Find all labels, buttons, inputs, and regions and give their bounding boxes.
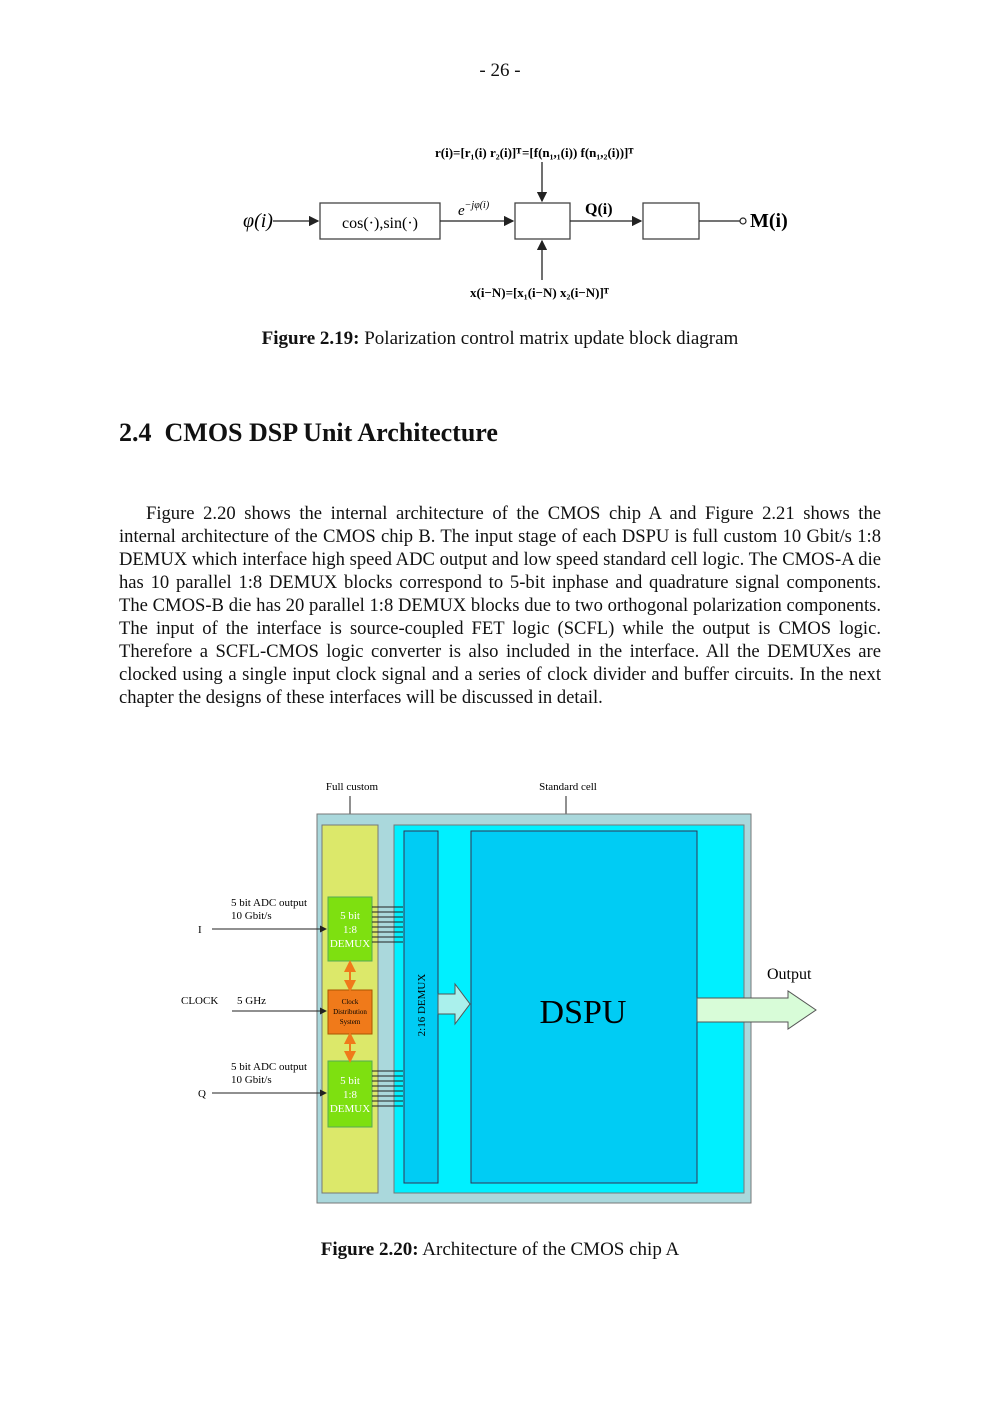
fig220-demux216-label: 2:16 DEMUX xyxy=(416,973,428,1037)
page-number: - 26 - xyxy=(479,60,521,81)
section-number: 2.4 xyxy=(119,418,152,447)
fig220-demux-i-line2: 1:8 xyxy=(342,924,358,936)
fig219-cos-sin-label: cos(·),sin(·) xyxy=(342,215,418,232)
fig219-update-block xyxy=(515,203,570,239)
figure-2-20-caption xyxy=(0,1239,1000,1261)
fig220-standard-cell-label: Standard cell xyxy=(539,781,597,793)
fig219-exp-label: $e^{-j\varphi(i)}$ xyxy=(458,200,490,219)
figure-2-20-diagram xyxy=(170,770,830,1210)
fig220-output-label: Output xyxy=(767,966,812,983)
fig220-clock-line1: Clock xyxy=(341,998,359,1006)
section-paragraph: Figure 2.20 shows the internal architecture of the CMOS chip A and Figure 2.21 shows the internal architecture of the CMOS chip B. The input stage of each DSPU is full custom 10 Gbit/s 1:8 DEMUX which interface high speed ADC output and low speed standard cell logic. The CMOS-A die has 10 parallel 1:8 DEMUX blocks correspond to 5-bit inphase and quadrature signal components. The CMOS-B die has 20 parallel 1:8 DEMUX blocks due to two orthogonal polarization components. The input of the interface is source-coupled FET logic (SCFL) while the output is CMOS logic. Therefore a SCFL-CMOS logic converter is also included in the interface. All the DEMUXes are clocked using a single input clock signal and a series of clock divider and buffer circuits. In the next chapter the designs of these interfaces will be discussed in detail. xyxy=(119,503,881,708)
fig219-output-block xyxy=(643,203,699,239)
fig219-q-label: Q(i) xyxy=(585,201,613,218)
fig219-top-left-eq: r(i)=[r₁(i) r₂(i)]ᵀ xyxy=(435,145,522,160)
fig220-clock-line2: Distribution xyxy=(333,1008,367,1016)
figure-2-19-diagram xyxy=(230,135,800,310)
fig219-bottom-eq: x(i−N)=[x₁(i−N) x₂(i−N)]ᵀ xyxy=(470,285,609,300)
fig220-i-signal: I xyxy=(198,924,202,936)
section-title: CMOS DSP Unit Architecture xyxy=(164,418,498,447)
fig220-i-desc2: 10 Gbit/s xyxy=(231,910,272,922)
fig219-top-right-eq: =[f(n₁,₁(i)) f(n₁,₂(i))]ᵀ xyxy=(522,145,634,160)
fig219-caption-text: Polarization control matrix update block diagram xyxy=(359,328,739,349)
fig220-clock-freq: 5 GHz xyxy=(237,995,267,1007)
fig220-demux-q-line3: DEMUX xyxy=(329,1103,371,1115)
fig220-dspu-label: DSPU xyxy=(539,994,627,1031)
fig220-clock-signal: CLOCK xyxy=(181,995,219,1007)
fig220-caption-text: Architecture of the CMOS chip A xyxy=(418,1239,680,1260)
fig220-caption-label: Figure 2.20: xyxy=(320,1239,419,1260)
fig220-q-signal: Q xyxy=(198,1088,206,1100)
fig219-caption-label: Figure 2.19: xyxy=(261,328,360,349)
fig220-demux-q-line1: 5 bit xyxy=(340,1075,360,1087)
fig220-i-desc1: 5 bit ADC output xyxy=(231,897,308,909)
section-heading xyxy=(119,418,498,448)
fig220-clock-line3: System xyxy=(339,1018,361,1026)
fig220-demux-i-line1: 5 bit xyxy=(340,910,360,922)
fig219-output-node xyxy=(740,218,746,224)
fig220-demux-i-line3: DEMUX xyxy=(329,938,371,950)
fig220-q-desc1: 5 bit ADC output xyxy=(231,1061,308,1073)
fig220-full-custom-label: Full custom xyxy=(325,781,379,793)
figure-2-19-caption xyxy=(0,328,1000,350)
fig219-input-label: φ(i) xyxy=(243,210,273,232)
fig219-output-label: M(i) xyxy=(750,210,788,232)
fig220-q-desc2: 10 Gbit/s xyxy=(231,1074,272,1086)
fig220-demux-q-line2: 1:8 xyxy=(342,1089,358,1101)
